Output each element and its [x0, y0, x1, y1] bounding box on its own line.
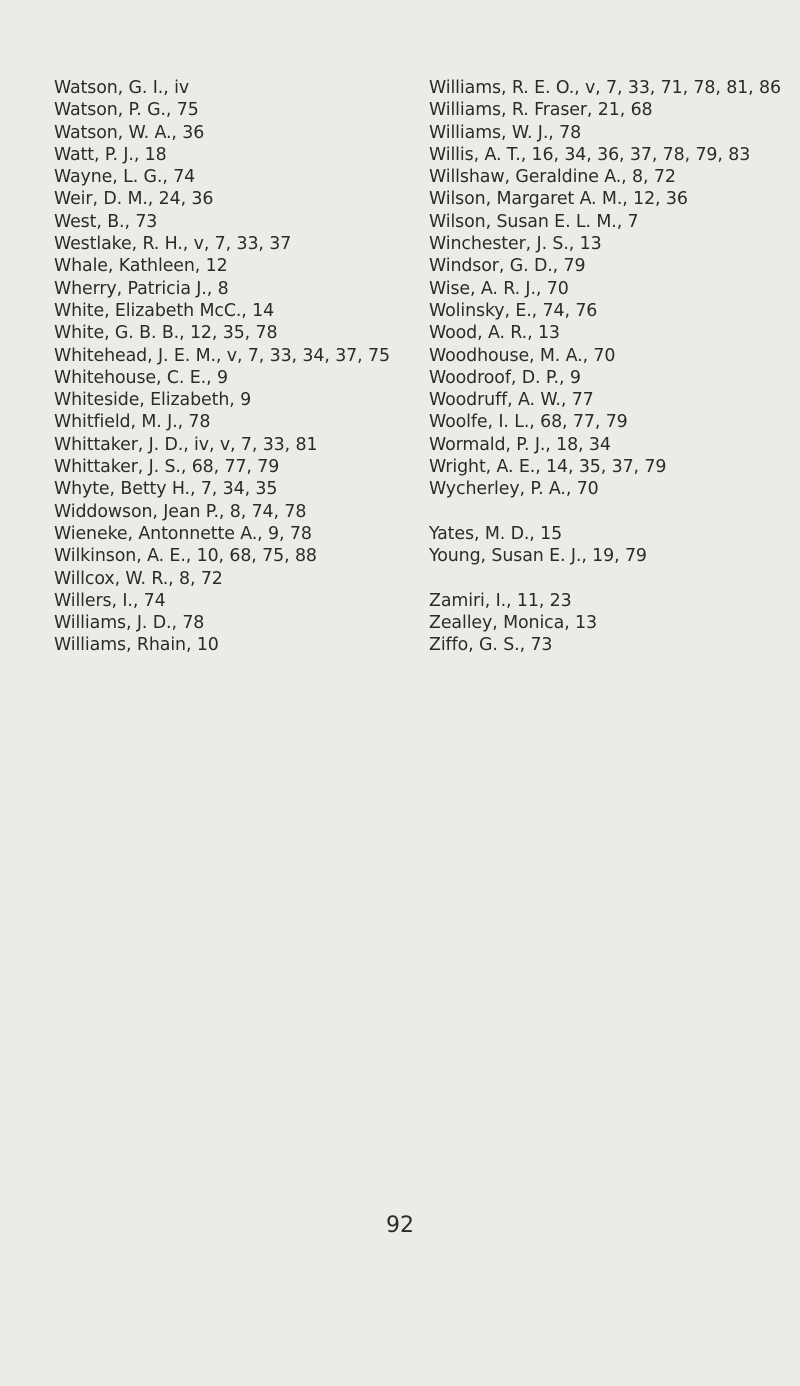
index-entry: Wormald, P. J., 18, 34: [429, 434, 611, 455]
index-entry: Whale, Kathleen, 12: [54, 256, 228, 277]
index-entry: Williams, R. E. O., v, 7, 33, 71, 78, 81, 86: [429, 78, 781, 98]
index-entry: Woodhouse, M. A., 70: [429, 345, 616, 366]
index-group-z: [429, 590, 789, 657]
index-entry: Whiteside, Elizabeth, 9: [54, 390, 252, 411]
index-entry: Wayne, L. G., 74: [54, 167, 196, 188]
index-column-left: [54, 77, 414, 657]
index-group-w: [429, 77, 789, 501]
index-entry: Young, Susan E. J., 19, 79: [429, 546, 647, 567]
index-entry: Weir, D. M., 24, 36: [54, 189, 214, 210]
index-entry: Wise, A. R. J., 70: [429, 278, 569, 299]
index-entry: Wood, A. R., 13: [429, 323, 560, 344]
index-entry: White, Elizabeth McC., 14: [54, 300, 275, 321]
index-entry: Whitfield, M. J., 78: [54, 412, 211, 433]
index-entry: Willcox, W. R., 8, 72: [54, 568, 223, 589]
index-entry: Wieneke, Antonnette A., 9, 78: [54, 523, 312, 544]
index-entry: White, G. B. B., 12, 35, 78: [54, 323, 278, 344]
index-entry: Westlake, R. H., v, 7, 33, 37: [54, 234, 292, 255]
index-entry: Wilson, Susan E. L. M., 7: [429, 211, 639, 232]
index-entry: Wilson, Margaret A. M., 12, 36: [429, 189, 688, 210]
index-entry: Wycherley, P. A., 70: [429, 479, 599, 500]
index-entry: Woodroof, D. P., 9: [429, 367, 581, 388]
index-entry: Widdowson, Jean P., 8, 74, 78: [54, 501, 307, 522]
index-entry: Watson, P. G., 75: [54, 100, 199, 121]
index-entry: Williams, R. Fraser, 21, 68: [429, 100, 653, 121]
index-entry: Watt, P. J., 18: [54, 144, 167, 165]
index-entry: Whitehouse, C. E., 9: [54, 367, 228, 388]
index-entry: Winchester, J. S., 13: [429, 234, 602, 255]
index-entry: Willshaw, Geraldine A., 8, 72: [429, 167, 676, 188]
index-entry: Whittaker, J. S., 68, 77, 79: [54, 457, 280, 478]
index-entry: Wright, A. E., 14, 35, 37, 79: [429, 457, 667, 478]
index-entry: Williams, J. D., 78: [54, 613, 205, 634]
index-entry: Zealley, Monica, 13: [429, 613, 597, 634]
index-entry: Whitehead, J. E. M., v, 7, 33, 34, 37, 75: [54, 345, 390, 366]
index-entry: Windsor, G. D., 79: [429, 256, 586, 277]
index-entry: Willis, A. T., 16, 34, 36, 37, 78, 79, 83: [429, 144, 751, 165]
index-entry: Woodruff, A. W., 77: [429, 390, 594, 411]
index-entry: Wolinsky, E., 74, 76: [429, 300, 598, 321]
index-entry: Watson, G. I., iv: [54, 78, 190, 98]
index-entry: Zamiri, I., 11, 23: [429, 590, 572, 611]
index-entry: Willers, I., 74: [54, 590, 166, 611]
index-entry: Wherry, Patricia J., 8: [54, 278, 229, 299]
index-column-right: [429, 77, 789, 657]
index-entry: Yates, M. D., 15: [429, 523, 563, 544]
index-entry: Wilkinson, A. E., 10, 68, 75, 88: [54, 546, 317, 567]
index-entry: Williams, Rhain, 10: [54, 635, 219, 656]
index-entry: Whittaker, J. D., iv, v, 7, 33, 81: [54, 434, 318, 455]
index-entry: Ziffo, G. S., 73: [429, 635, 553, 656]
index-entry: Watson, W. A., 36: [54, 122, 205, 143]
index-entry: Woolfe, I. L., 68, 77, 79: [429, 412, 628, 433]
index-entry: Williams, W. J., 78: [429, 122, 582, 143]
index-entry: West, B., 73: [54, 211, 158, 232]
index-group-y: [429, 523, 789, 568]
index-entry: Whyte, Betty H., 7, 34, 35: [54, 479, 278, 500]
page-number: 92: [386, 1213, 414, 1238]
